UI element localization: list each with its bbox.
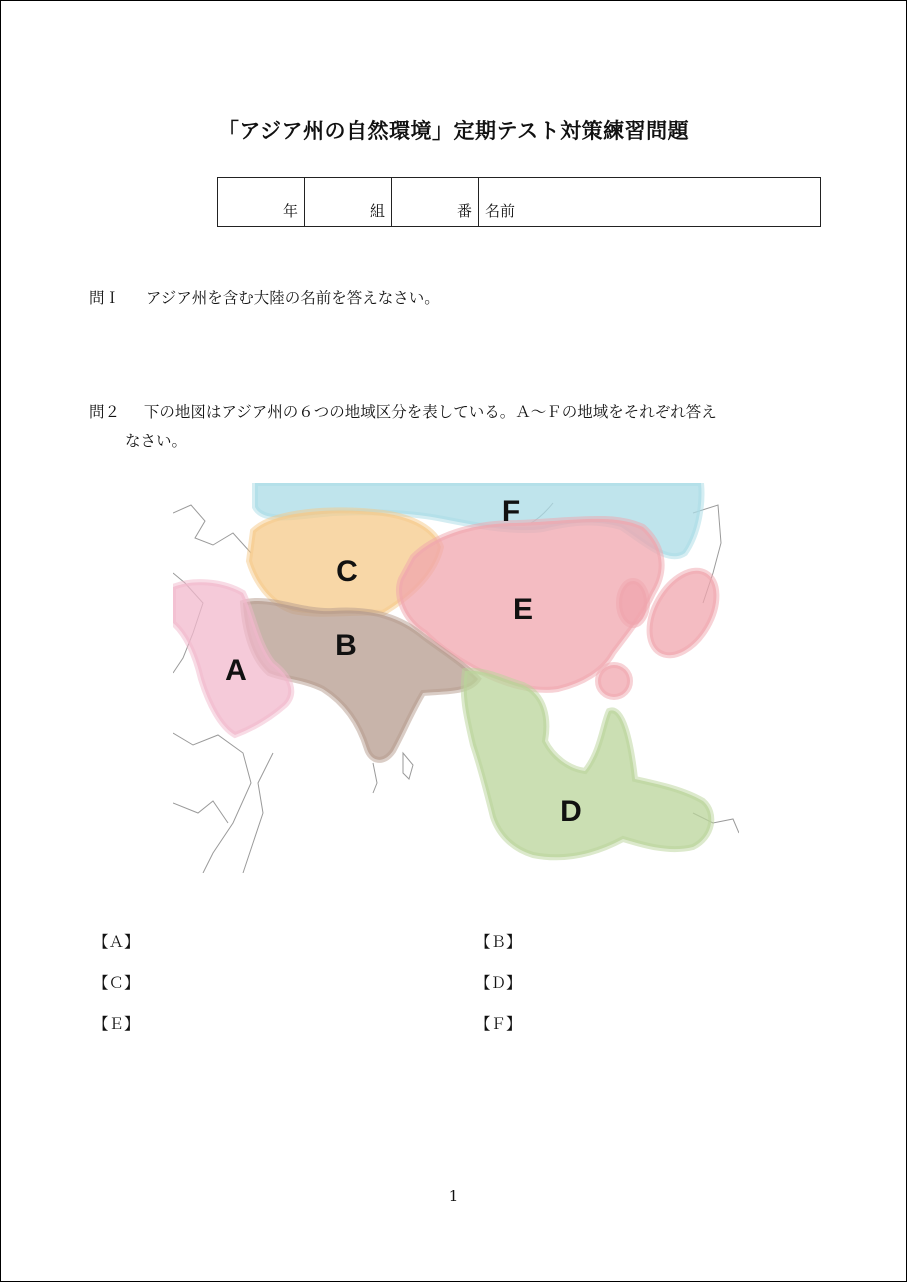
asia-map-svg [173, 483, 739, 873]
number-field[interactable]: 番 [392, 178, 479, 227]
question-1-text: アジア州を含む大陸の名前を答えなさい。 [145, 289, 440, 307]
region-label-a: A [225, 654, 247, 687]
region-label-b: B [335, 629, 357, 662]
region-label-c: C [336, 555, 358, 588]
asia-region-map [173, 483, 739, 873]
region-d-shape [464, 671, 712, 858]
region-e-korea [619, 581, 647, 625]
year-field[interactable]: 年 [218, 178, 305, 227]
answer-e-label: 【Ｅ】 [93, 1015, 140, 1033]
answer-d-label: 【Ｄ】 [475, 974, 522, 992]
answer-f-label: 【Ｆ】 [475, 1015, 522, 1033]
region-label-d: D [560, 795, 582, 828]
answer-c-label: 【Ｃ】 [93, 974, 140, 992]
answer-b-label: 【Ｂ】 [475, 933, 522, 951]
page-title: 「アジア州の自然環境」定期テスト対策練習問題 [217, 119, 690, 143]
question-1-label: 問Ｉ [89, 289, 121, 307]
page-number: 1 [448, 1187, 459, 1205]
question-2-text-line2: なさい。 [125, 432, 188, 450]
answer-a-label: 【Ａ】 [93, 933, 140, 951]
region-e-taiwan [598, 665, 630, 697]
region-label-f: F [501, 495, 521, 528]
name-field[interactable]: 名前 [479, 178, 821, 227]
student-info-box [217, 177, 821, 227]
region-label-e: E [512, 593, 534, 626]
question-2-label: 問２ [89, 403, 121, 421]
question-1 [89, 284, 440, 313]
question-2 [89, 398, 717, 456]
class-field[interactable]: 組 [305, 178, 392, 227]
question-2-text-line1: 下の地図はアジア州の６つの地域区分を表している。Ａ～Ｆの地域をそれぞれ答え [143, 403, 717, 421]
